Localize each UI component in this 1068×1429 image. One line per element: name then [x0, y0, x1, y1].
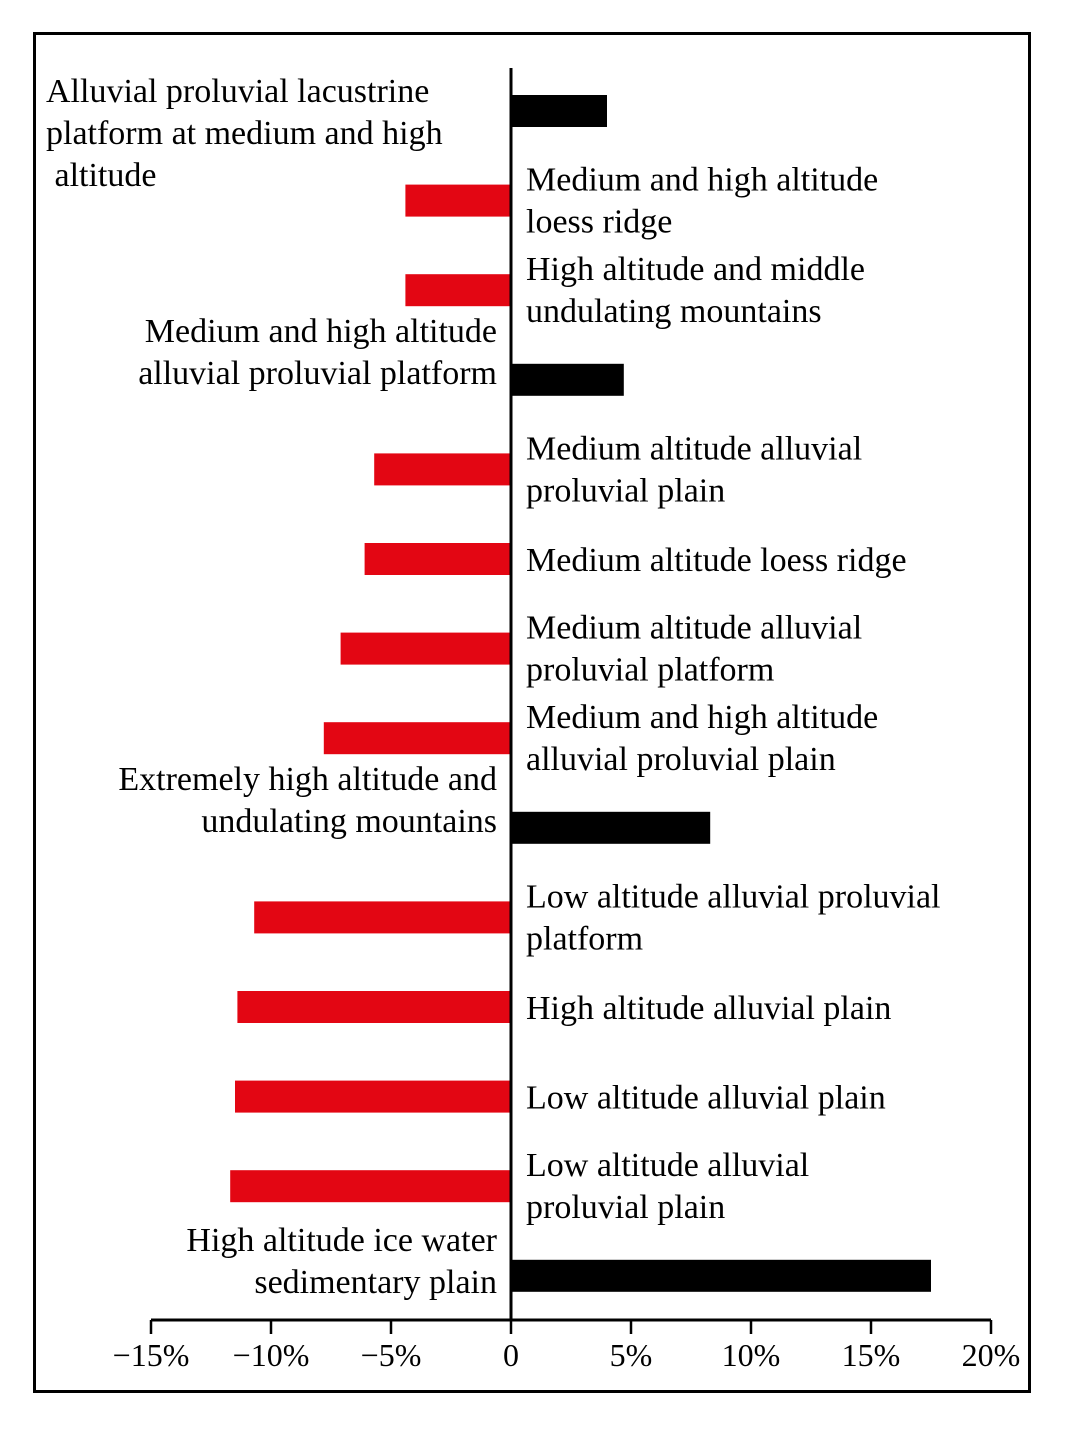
category-label-line: undulating mountains: [201, 802, 497, 840]
bar-1: [511, 95, 607, 127]
category-label-line: High altitude and middle: [526, 251, 865, 289]
category-label-9: [118, 761, 497, 840]
category-label-line: loess ridge: [526, 203, 673, 241]
category-labels: [46, 73, 941, 1301]
category-label-13: [526, 1147, 809, 1226]
category-label-7: [526, 610, 862, 689]
x-tick-label: −15%: [112, 1337, 190, 1373]
bar-9: [511, 812, 710, 844]
x-tick-label: 10%: [721, 1337, 781, 1373]
category-label-11: [526, 990, 891, 1027]
category-label-line: Medium altitude alluvial: [526, 609, 863, 647]
category-label-line: Medium altitude alluvial: [526, 430, 863, 468]
category-label-line: proluvial plain: [526, 472, 726, 510]
category-label-line: proluvial plain: [526, 1189, 726, 1227]
category-label-1: [46, 73, 443, 194]
category-label-4: [138, 313, 497, 392]
bar-10: [254, 901, 511, 933]
bar-2: [405, 185, 511, 217]
x-tick-label: 15%: [841, 1337, 901, 1373]
category-label-14: [186, 1222, 497, 1301]
category-label-line: sedimentary plain: [254, 1263, 497, 1301]
bar-14: [511, 1260, 931, 1292]
x-tick-label: −10%: [232, 1337, 310, 1373]
x-tick-label: 0: [503, 1337, 519, 1373]
bar-4: [511, 364, 624, 396]
category-label-line: Low altitude alluvial plain: [526, 1079, 886, 1117]
category-label-line: High altitude alluvial plain: [526, 990, 892, 1027]
category-label-2: [526, 162, 878, 241]
bar-3: [405, 274, 511, 306]
category-label-line: Low altitude alluvial proluvial: [526, 878, 941, 916]
x-tick-label: 5%: [609, 1337, 653, 1373]
bar-6: [365, 543, 511, 575]
category-label-line: alluvial proluvial platform: [138, 354, 497, 392]
category-label-line: platform: [526, 920, 644, 958]
category-label-8: [526, 699, 878, 778]
category-label-line: altitude: [46, 157, 157, 194]
category-label-12: [526, 1080, 886, 1117]
category-label-line: Medium and high altitude: [144, 312, 497, 350]
category-label-3: [526, 251, 865, 330]
category-label-line: alluvial proluvial plain: [526, 741, 836, 779]
category-label-6: [526, 542, 907, 579]
category-label-line: platform at medium and high: [46, 115, 443, 152]
category-label-line: Low altitude alluvial: [526, 1147, 810, 1185]
category-label-line: Medium altitude loess ridge: [526, 542, 907, 579]
bar-8: [324, 722, 511, 754]
category-label-line: Medium and high altitude: [526, 161, 879, 199]
x-tick-label: −5%: [360, 1337, 422, 1373]
x-tick-label: 20%: [961, 1337, 1021, 1373]
bar-13: [230, 1170, 511, 1202]
category-label-line: proluvial platform: [526, 651, 775, 689]
category-label-line: Extremely high altitude and: [118, 760, 497, 798]
category-label-line: Alluvial proluvial lacustrine: [46, 73, 430, 110]
category-label-line: undulating mountains: [526, 293, 822, 331]
bar-12: [235, 1081, 511, 1113]
category-label-5: [526, 430, 862, 509]
category-label-10: [526, 878, 941, 957]
bar-5: [374, 453, 511, 485]
category-label-line: Medium and high altitude: [526, 699, 879, 737]
category-label-line: High altitude ice water: [186, 1221, 497, 1259]
bar-7: [341, 633, 511, 665]
bar-11: [237, 991, 511, 1023]
